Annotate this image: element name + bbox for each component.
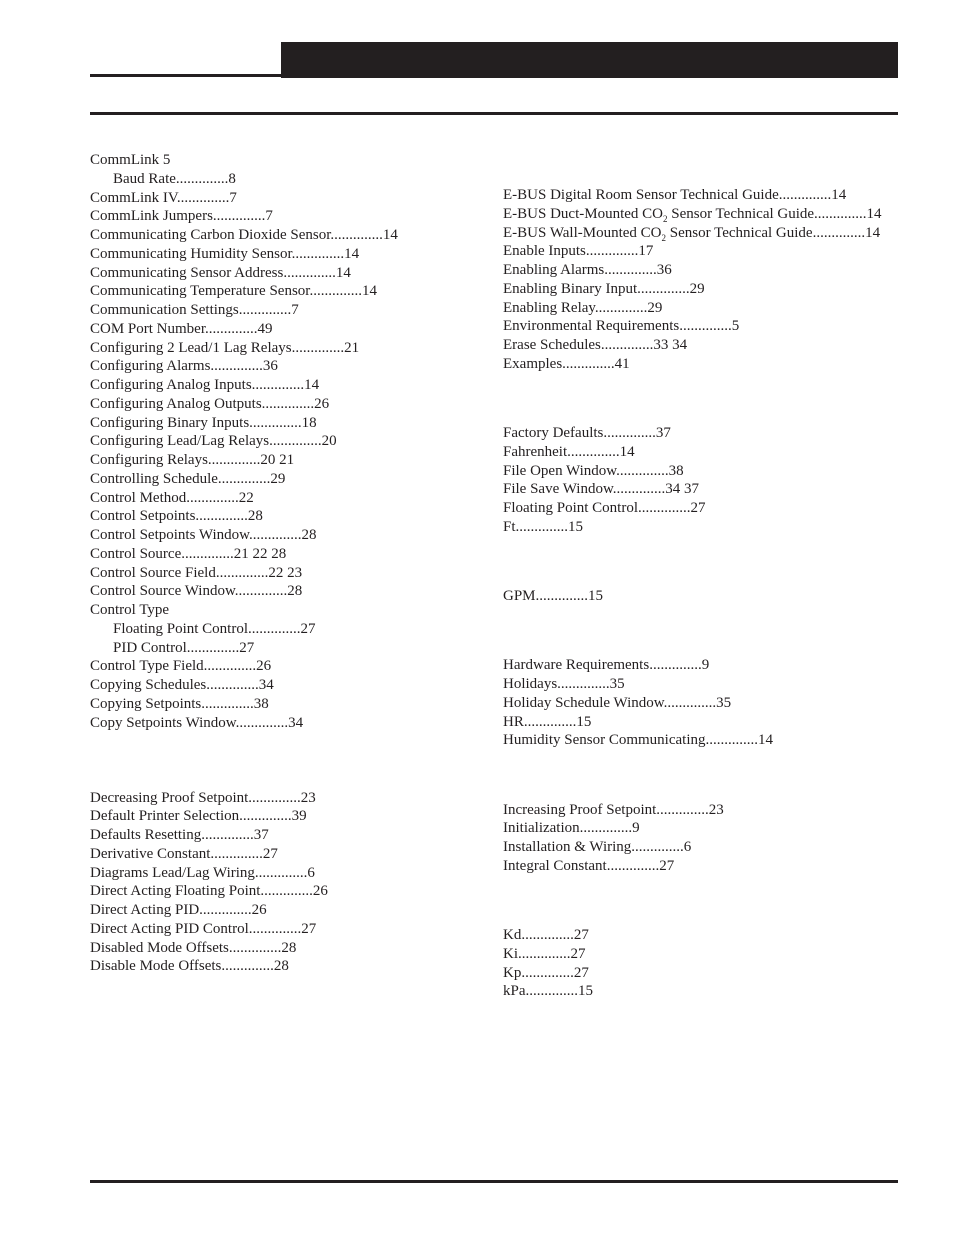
index-entry: Integral Constant..............27 — [503, 857, 675, 874]
index-entry: Configuring Relays..............20 21 — [90, 452, 295, 468]
index-entry: Disabled Mode Offsets..............28 — [90, 939, 297, 956]
section-gap — [503, 643, 903, 656]
index-entry: Kd..............27 — [503, 927, 589, 943]
index-entry: Disable Mode Offsets..............28 — [90, 958, 289, 975]
subscript: 2 — [663, 213, 668, 224]
index-entry: CommLink IV..............7 — [90, 189, 237, 206]
section-gap — [503, 769, 903, 788]
entry-text: E-BUS Wall-Mounted CO — [503, 224, 662, 241]
index-entry: Installation & Wiring..............6 — [503, 839, 692, 855]
index-entry: Hardware Requirements..............9 — [503, 657, 710, 674]
section-gap — [503, 750, 903, 769]
entry-text: E-BUS Duct-Mounted CO — [503, 205, 663, 222]
index-column-left — [90, 151, 480, 976]
index-entry: COM Port Number..............49 — [90, 320, 273, 337]
index-entry: Control Setpoints..............28 — [90, 508, 263, 525]
index-entry: Direct Acting PID..............26 — [90, 902, 267, 918]
index-entry: Communicating Sensor Address..............14 — [90, 264, 351, 281]
index-entry: Copying Schedules..............34 — [90, 677, 274, 693]
index-entry: Configuring Analog Inputs..............14 — [90, 377, 320, 393]
index-entry: Fahrenheit..............14 — [503, 443, 635, 460]
index-entry: Communicating Carbon Dioxide Sensor..............14 — [90, 227, 398, 243]
top-rule — [90, 112, 898, 115]
index-entry: Configuring Analog Outputs..............26 — [90, 395, 330, 412]
index-entry: Diagrams Lead/Lag Wiring..............6 — [90, 864, 315, 881]
section-gap — [503, 894, 903, 913]
section-gap — [503, 374, 903, 393]
index-entry: CommLink 5 — [90, 152, 171, 168]
index-entry: GPM..............15 — [503, 588, 604, 604]
index-entry: Holidays..............35 — [503, 676, 625, 692]
index-entry: Copy Setpoints Window..............34 — [90, 714, 304, 731]
index-entry: Copying Setpoints..............38 — [90, 695, 269, 712]
index-entry: CommLink Jumpers..............7 — [90, 208, 273, 225]
index-entry: Configuring Binary Inputs..............18 — [90, 414, 317, 431]
index-entry: Enabling Binary Input..............29 — [503, 280, 705, 297]
index-entry: Floating Point Control..............27 — [503, 500, 706, 516]
entry-text: Sensor Technical Guide..............14 — [667, 205, 882, 222]
index-entry: Ft..............15 — [503, 518, 584, 535]
index-entry: File Save Window..............34 37 — [503, 481, 700, 498]
index-entry: Control Method..............22 — [90, 489, 254, 506]
section-gap — [503, 788, 903, 801]
index-subentry: PID Control..............27 — [113, 639, 255, 656]
index-entry: Configuring 2 Lead/1 Lag Relays..............21 — [90, 339, 360, 356]
index-entry: Holiday Schedule Window..............35 — [503, 694, 732, 711]
index-entry: Enable Inputs..............17 — [503, 243, 654, 260]
index-entry: Communicating Humidity Sensor..............14 — [90, 245, 360, 262]
index-entry: Initialization..............9 — [503, 820, 640, 837]
index-entry: File Open Window..............38 — [503, 462, 684, 479]
index-entry: Communication Settings..............7 — [90, 302, 299, 318]
header-bar — [281, 42, 898, 78]
index-entry: Humidity Sensor Communicating..............14 — [503, 732, 773, 749]
index-entry: Erase Schedules..............33 34 — [503, 337, 688, 353]
index-subentry: Floating Point Control..............27 — [113, 620, 316, 637]
index-entry: Increasing Proof Setpoint..............23 — [503, 801, 724, 818]
index-entry: Default Printer Selection..............39 — [90, 808, 307, 825]
footer-rule — [90, 1180, 898, 1183]
index-entry — [503, 205, 903, 224]
entry-text: Sensor Technical Guide..............14 — [666, 224, 881, 241]
index-entry: Control Source..............21 22 28 — [90, 545, 287, 562]
index-entry: Configuring Lead/Lag Relays..............20 — [90, 433, 337, 450]
subscript: 2 — [661, 232, 667, 243]
index-entry: Direct Acting Floating Point..............26 — [90, 883, 328, 900]
index-entry — [503, 224, 903, 243]
index-entry: Controlling Schedule..............29 — [90, 470, 286, 487]
index-entry: Kp..............27 — [503, 964, 589, 981]
index-entry: Communicating Temperature Sensor..............14 — [90, 283, 377, 300]
index-entry: Control Source Window..............28 — [90, 583, 303, 600]
index-subentry: Baud Rate..............8 — [113, 170, 236, 187]
index-entry: Control Type Field..............26 — [90, 658, 272, 675]
index-entry: Control Type — [90, 602, 170, 618]
index-entry: Environmental Requirements..............5 — [503, 318, 740, 335]
index-entry: Enabling Relay..............29 — [503, 299, 663, 316]
section-gap — [503, 392, 903, 411]
index-entry: Direct Acting PID Control..............27 — [90, 920, 317, 937]
index-entry: HR..............15 — [503, 713, 592, 730]
index-entry: Factory Defaults..............37 — [503, 425, 671, 441]
section-gap — [90, 732, 480, 751]
index-entry: Examples..............41 — [503, 355, 630, 372]
index-entry: kPa..............15 — [503, 983, 593, 1000]
index-entry: Defaults Resetting..............37 — [90, 827, 269, 843]
section-gap — [503, 606, 903, 625]
index-entry: Configuring Alarms..............36 — [90, 358, 278, 375]
index-column-right — [503, 186, 903, 1001]
section-gap — [503, 555, 903, 574]
index-entry: Control Source Field..............22 23 — [90, 564, 303, 581]
section-gap — [503, 913, 903, 926]
section-gap — [503, 574, 903, 587]
section-gap — [90, 751, 480, 770]
index-entry: Derivative Constant..............27 — [90, 845, 278, 862]
index-entry: E-BUS Digital Room Sensor Technical Guide..............14 — [503, 187, 847, 203]
index-entry: Decreasing Proof Setpoint..............23 — [90, 789, 316, 806]
index-entry: Enabling Alarms..............36 — [503, 262, 672, 278]
section-gap — [503, 625, 903, 644]
index-entry: Ki..............27 — [503, 945, 586, 962]
section-gap — [503, 876, 903, 895]
section-gap — [503, 537, 903, 556]
section-gap — [90, 770, 480, 789]
header-rule — [90, 74, 281, 77]
section-gap — [503, 411, 903, 424]
index-entry: Control Setpoints Window..............28 — [90, 527, 317, 543]
